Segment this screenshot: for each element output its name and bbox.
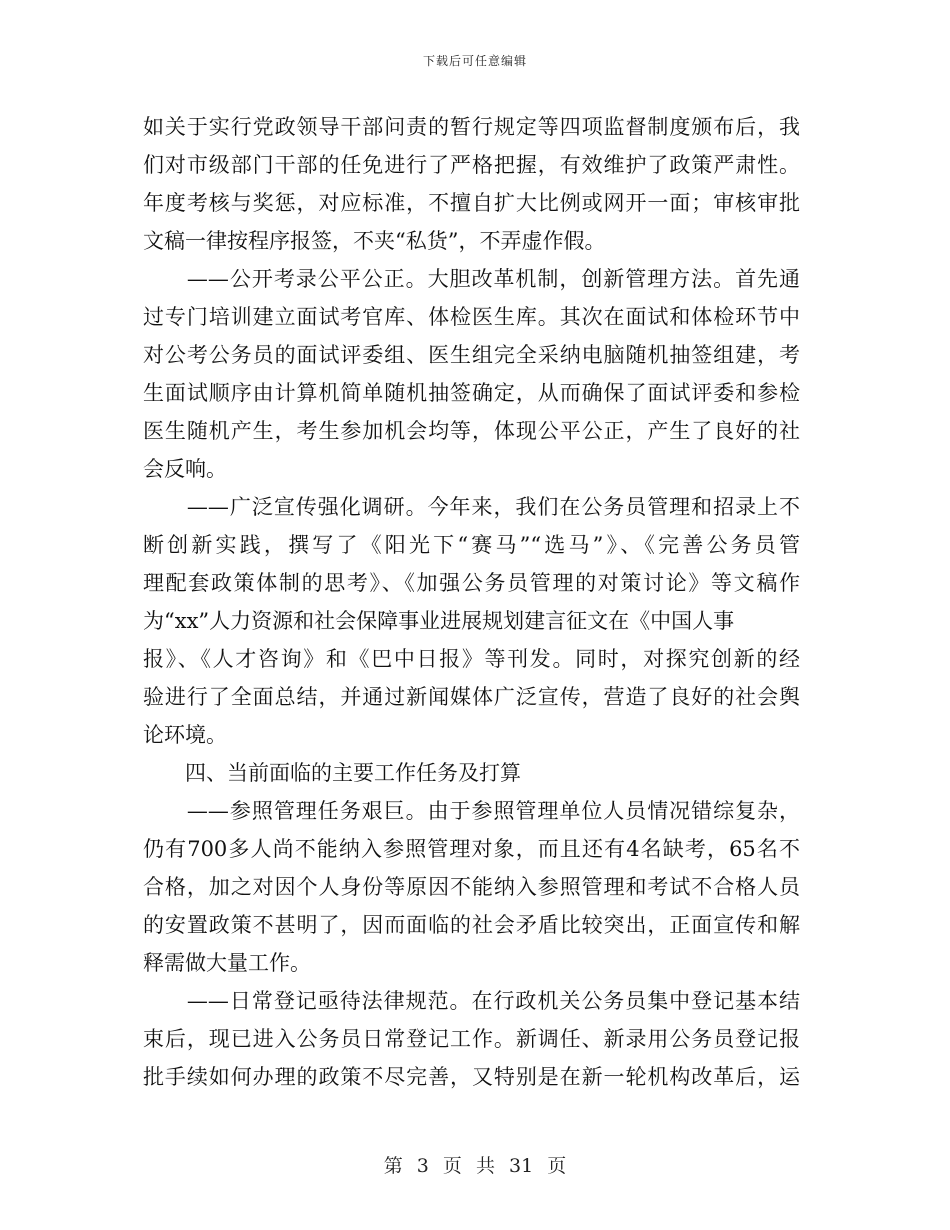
page-header-note: 下载后可任意编辑 [422,54,527,68]
body-text-line: 的安置政策不甚明了，因而面临的社会矛盾比较突出，正面宣传和解 [143,913,800,937]
body-text-line: 论环境。 [143,723,227,747]
body-text-line: 文稿一律按程序报签，不夹“私货”，不弄虚作假。 [143,229,606,253]
body-text-line: 为“xx”人力资源和社会保障事业进展规划建言征文在《中国人事 [143,609,735,633]
body-text-line: 束后，现已进入公务员日常登记工作。新调任、新录用公务员登记报 [143,1027,800,1051]
body-text-line: ——日常登记亟待法律规范。在行政机关公务员集中登记基本结 [143,989,800,1013]
body-text-line: 年度考核与奖惩，对应标准，不擅自扩大比例或网开一面；审核审批 [143,191,800,215]
body-text-line: 医生随机产生，考生参加机会均等，体现公平公正，产生了良好的社 [143,419,800,443]
body-text-line: 们对市级部门干部的任免进行了严格把握，有效维护了政策严肃性。 [143,153,800,177]
body-text-line: ——公开考录公平公正。大胆改革机制，创新管理方法。首先通 [143,267,800,291]
body-text-line: 验进行了全面总结，并通过新闻媒体广泛宣传，营造了良好的社会舆 [143,685,800,709]
body-text-line: 理配套政策体制的思考》、《加强公务员管理的对策讨论》等文稿作 [143,571,800,595]
body-text-line: 生面试顺序由计算机简单随机抽签确定，从而确保了面试评委和参检 [143,381,800,405]
body-text-line: 合格，加之对因个人身份等原因不能纳入参照管理和考试不合格人员 [143,875,800,899]
body-text-line: 报》、《人才咨询》和《巴中日报》等刊发。同时，对探究创新的经 [143,647,800,671]
body-text-line: 批手续如何办理的政策不尽完善，又特别是在新一轮机构改革后，运 [143,1065,800,1089]
body-text-line: 释需做大量工作。 [143,951,311,975]
document-body [143,108,800,1096]
body-text-line: 断创新实践，撰写了《阳光下“赛马”“选马”》、《完善公务员管 [143,533,800,557]
body-text-line: ——广泛宣传强化调研。今年来，我们在公务员管理和招录上不 [143,495,800,519]
body-text-line: 如关于实行党政领导干部问责的暂行规定等四项监督制度颁布后，我 [143,115,800,139]
body-text-line: 会反响。 [143,457,227,481]
body-text-line: 过专门培训建立面试考官库、体检医生库。其次在面试和体检环节中 [143,305,800,329]
body-text-line: 四、当前面临的主要工作任务及打算 [143,761,521,785]
body-text-line: 仍有700多人尚不能纳入参照管理对象，而且还有4名缺考，65名不 [143,837,800,861]
body-text-line: 对公考公务员的面试评委组、医生组完全采纳电脑随机抽签组建，考 [143,343,800,367]
page-number-footer: 第 3 页 共 31 页 [383,1155,567,1177]
body-text-line: ——参照管理任务艰巨。由于参照管理单位人员情况错综复杂， [143,799,800,823]
